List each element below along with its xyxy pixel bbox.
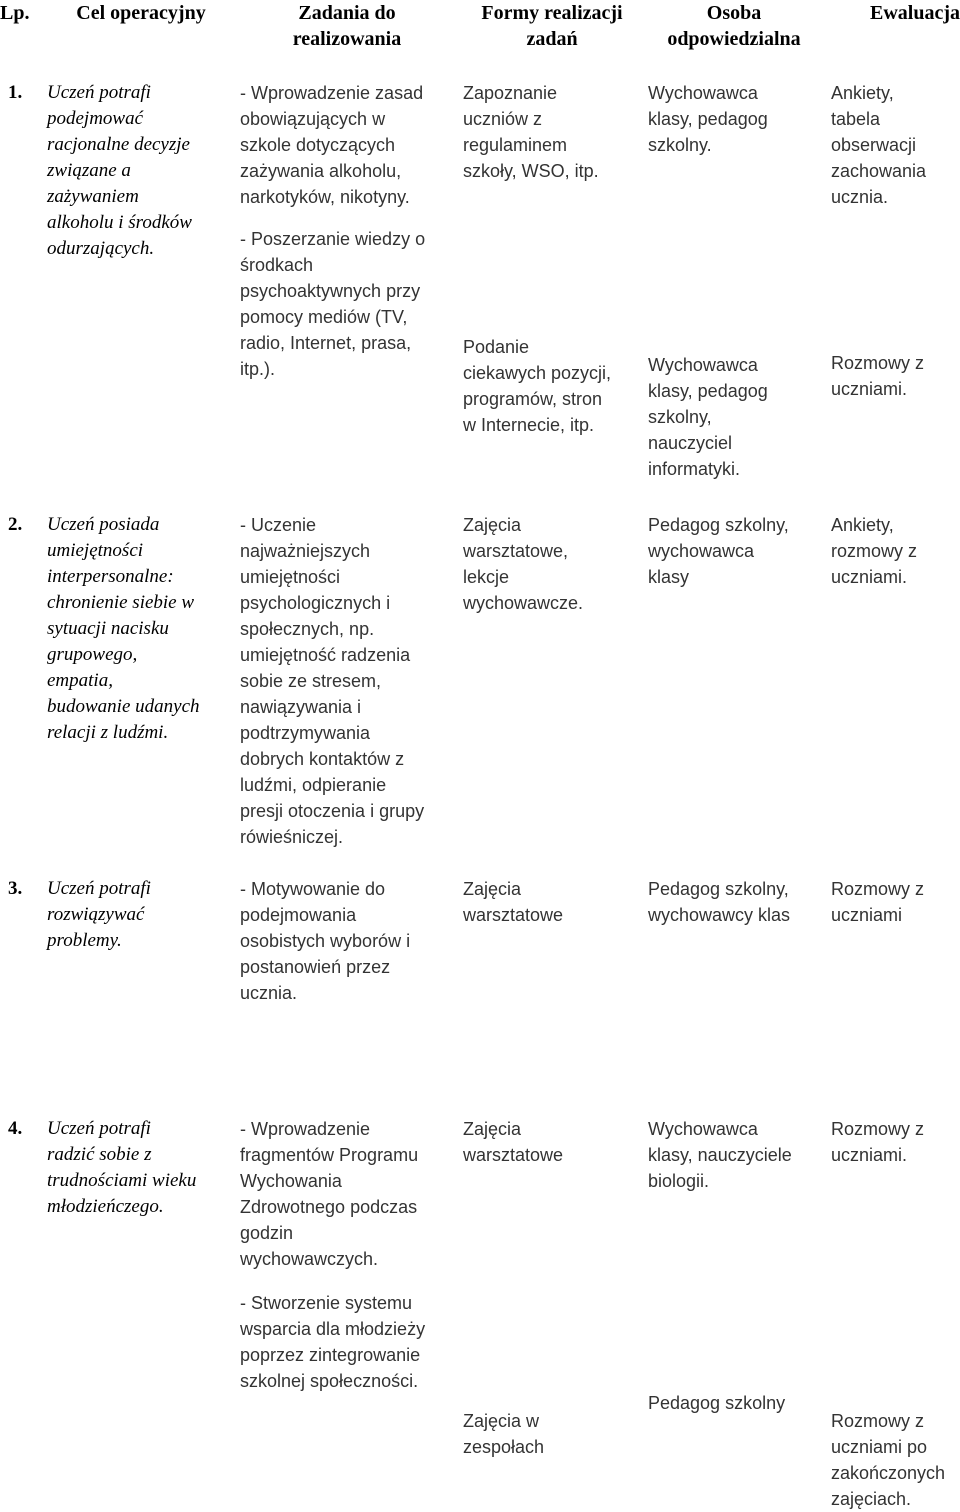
row-number: 2. — [8, 514, 23, 535]
row-zadania: - Wprowadzenie zasad obowiązujących w szkole dotyczących zażywania alkoholu, narkotyków, nikotyny. — [240, 83, 424, 207]
row-ewaluacja: Rozmowy z uczniami. — [831, 1119, 925, 1165]
row-zadania: - Motywowanie do podejmowania osobistych wyborów i postanowień przez ucznia. — [240, 879, 411, 1003]
header-osoba: Osoba odpowiedzialna — [667, 2, 801, 50]
row-osoba: Wychowawca klasy, nauczyciele biologii. — [648, 1119, 792, 1191]
row-osoba-2: Wychowawca klasy, pedagog szkolny, nauczyciel informatyki. — [648, 355, 768, 479]
row-cel: Uczeń potrafi rozwiązywać problemy. — [47, 878, 151, 951]
row-formy: Zajęcia warsztatowe — [463, 879, 564, 925]
row-zadania-2: - Poszerzanie wiedzy o środkach psychoaktywnych przy pomocy mediów (TV, radio, Internet, prasa, itp.). — [240, 229, 426, 379]
row-zadania: - Wprowadzenie fragmentów Programu Wychowania Zdrowotnego podczas godzin wychowawczych. — [240, 1119, 419, 1269]
row-cel: Uczeń posiada umiejętności interpersonalne: chronienie siebie w sytuacji nacisku grupowego, empatia, budowanie udanych relacji z ludźmi. — [47, 514, 200, 743]
row-ewaluacja: Ankiety, rozmowy z uczniami. — [831, 515, 918, 587]
row-osoba: Wychowawca klasy, pedagog szkolny. — [648, 83, 768, 155]
row-ewaluacja: Rozmowy z uczniami — [831, 879, 925, 925]
header-formy: Formy realizacji zadań — [481, 2, 623, 50]
row-formy: Zajęcia warsztatowe — [463, 1119, 564, 1165]
row-number: 1. — [8, 82, 23, 103]
row-formy-2: Podanie ciekawych pozycji, programów, stron w Internecie, itp. — [463, 337, 612, 435]
row-ewaluacja-2: Rozmowy z uczniami po zakończonych zajęciach. — [831, 1411, 946, 1509]
row-formy-2: Zajęcia w zespołach — [463, 1411, 545, 1457]
row-zadania: - Uczenie najważniejszych umiejętności psychologicznych i społecznych, np. umiejętność radzenia sobie ze stresem, nawiązywania i podtrzymywania dobrych kontaktów z ludźmi, odpieranie presji otoczenia i grupy rówieśniczej. — [240, 515, 425, 847]
header-ewaluacja: Ewaluacja — [870, 2, 960, 24]
row-osoba: Pedagog szkolny, wychowawcy klas — [648, 879, 791, 925]
row-zadania-2: - Stworzenie systemu wsparcia dla młodzieży poprzez zintegrowanie szkolnej społeczności. — [240, 1293, 426, 1391]
row-formy: Zapoznanie uczniów z regulaminem szkoły, WSO, itp. — [463, 83, 599, 181]
header-zadania: Zadania do realizowania — [292, 2, 402, 50]
row-cel: Uczeń potrafi podejmować racjonalne decyzje związane a zażywaniem alkoholu i środków odurzających. — [47, 82, 192, 259]
row-osoba: Pedagog szkolny, wychowawca klasy — [648, 515, 789, 587]
row-ewaluacja: Ankiety, tabela obserwacji zachowania ucznia. — [831, 83, 927, 207]
row-cel: Uczeń potrafi radzić sobie z trudnościami wieku młodzieńczego. — [47, 1118, 197, 1217]
row-formy: Zajęcia warsztatowe, lekcje wychowawcze. — [463, 515, 584, 613]
header-cel-operacyjny: Cel operacyjny — [76, 2, 206, 24]
row-osoba-2: Pedagog szkolny — [648, 1393, 786, 1413]
row-number: 3. — [8, 878, 23, 899]
row-ewaluacja-2: Rozmowy z uczniami. — [831, 353, 925, 399]
header-lp: Lp. — [0, 2, 30, 24]
row-number: 4. — [8, 1118, 23, 1139]
